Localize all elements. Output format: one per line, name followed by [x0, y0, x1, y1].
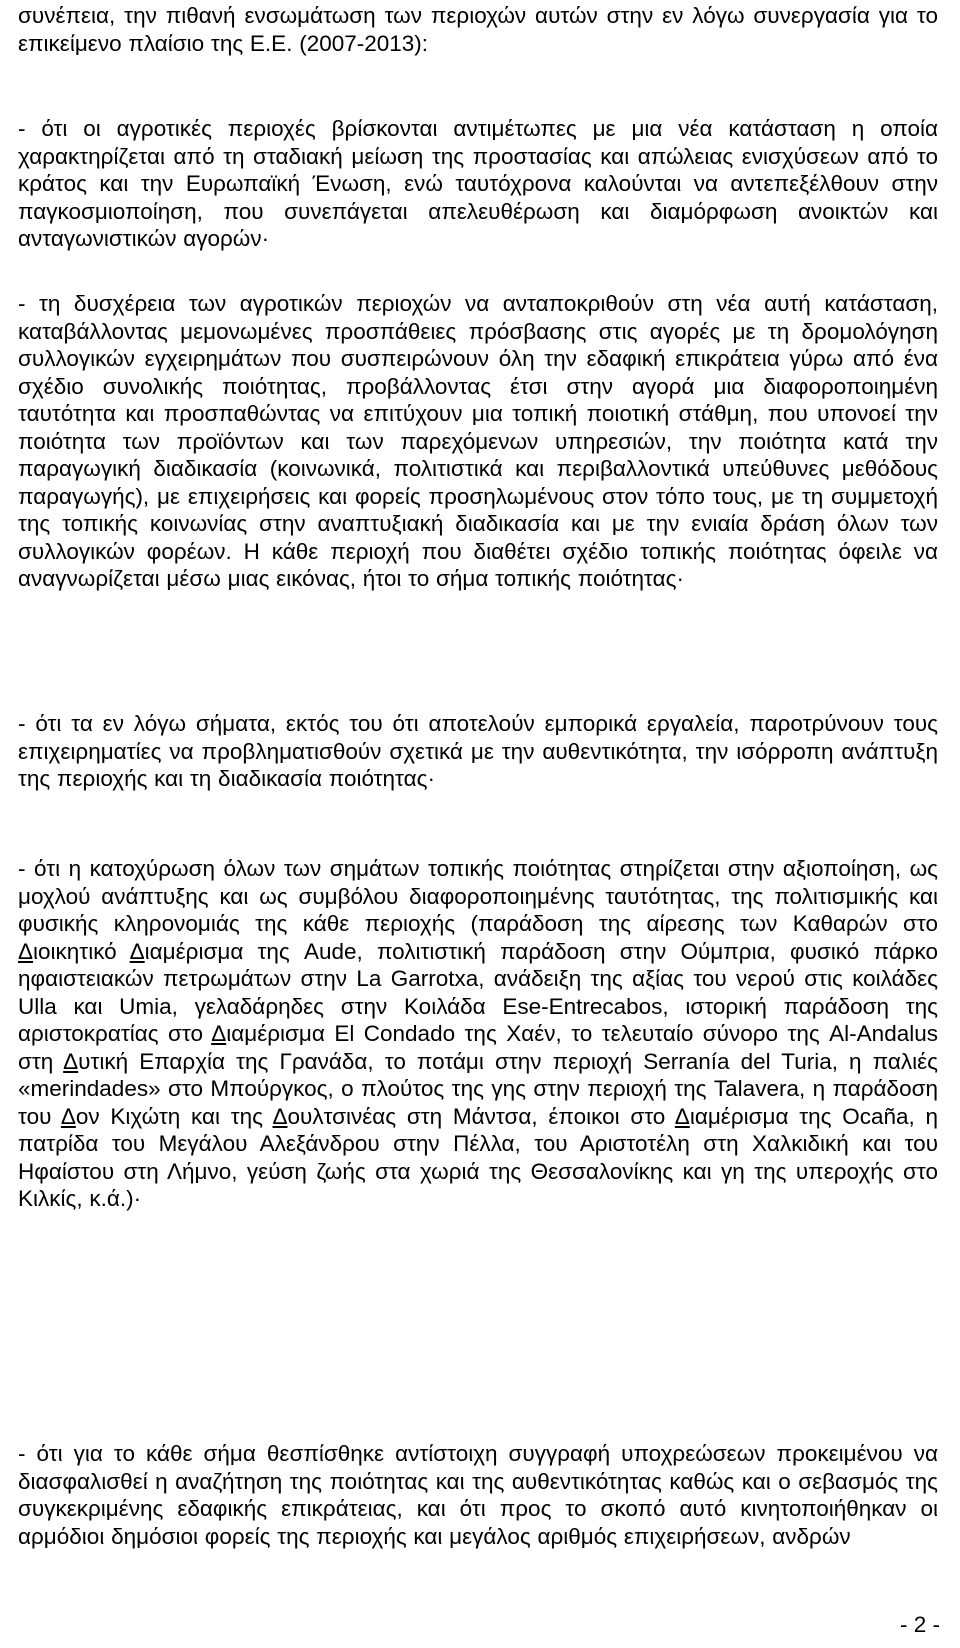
heritage-text-h: ιαμέρισμα της Ocaña, η πατρίδα του Μεγάλου Αλεξάνδρου στην Πέλλα, του Αριστοτέλη στη Χαλκιδική και του Ηφαίστου στη Λήμνο, γεύση ζωής στα χωριά της Θεσσαλονίκης και γη της υπεροχής στο Κιλκίς, κ.ά.)· — [18, 1103, 938, 1211]
heritage-text-d: ιαμέρισμα El Condado της Χαέν, το τελευταίο σύνορο της Al-Andalus στη — [18, 1021, 938, 1074]
underlined-letter: Δ — [18, 938, 34, 964]
underlined-letter: Δ — [211, 1021, 227, 1046]
heritage-text-b: ιοικητικό — [33, 938, 130, 964]
heritage-text-a: - ότι η κατοχύρωση όλων των σημάτων τοπικής ποιότητας στηρίζεται στην αξιοποίηση, ως μοχλού ανάπτυξης και ως συμβόλου διαφοροποιημένης ταυτότητας, της πολιτισμικής και φυσικής κληρονομιάς της κάθε περιοχής (παράδοση της αίρεσης των Καθαρών στο — [18, 856, 938, 936]
underlined-letter: Δ — [272, 1103, 288, 1129]
list-item-rural-areas: - ότι οι αγροτικές περιοχές βρίσκονται αντιμέτωπες με μια νέα κατάσταση η οποία χαρακτηρίζεται από τη σταδιακή μείωση της προστασίας και απώλειας ενισχύσεων από το κράτος και την Ευρωπαϊκή Ένωση, ενώ ταυτόχρονα καλούνται να αντεπεξέλθουν στην παγκοσμιοποίηση, που συνεπάγεται απελευθέρωση και διαμόρφωση ανοικτών και ανταγωνιστικών αγορών· — [18, 116, 938, 251]
heritage-text-f: ον Κιχώτη και της — [75, 1103, 273, 1129]
heritage-text-g: ουλτσινέας στη Μάντσα, έποικοι στο — [287, 1103, 675, 1129]
list-item-specifications: - ότι για το κάθε σήμα θεσπίσθηκε αντίστοιχη συγγραφή υποχρεώσεων προκειμένου να διασφαλισθεί η αναζήτηση της ποιότητας και της αυθεντικότητας καθώς και ο σεβασμός της συγκεκριμένης εδαφικής επικράτειας, και ότι προς το σκοπό αυτό κινητοποιήθηκαν οι αρμόδιοι δημόσιοι φορείς της περιοχής και μεγάλος αριθμός επιχειρήσεων, ανδρών — [18, 1441, 938, 1549]
heritage-text-e: υτική Επαρχία της Γρανάδα, το ποτάμι στην περιοχή Serranía del Turia, η παλιές «merindades» στο Μπούργκος, ο πλούτος της γης στην περιοχή της Talavera, η παράδοση του — [18, 1048, 938, 1129]
list-item-difficulty: - τη δυσχέρεια των αγροτικών περιοχών να ανταποκριθούν στη νέα αυτή κατάσταση, καταβάλλοντας μεμονωμένες προσπάθειες πρόσβασης στις αγορές με τη δρομολόγηση συλλογικών εγχειρημάτων που συσπειρώνουν όλη την εδαφική επικράτεια γύρω από ένα σχέδιο συνολικής ποιότητας, προβάλλοντας έτσι στην αγορά μια διαφοροποιημένη ταυτότητα και προσπαθώντας να επιτύχουν μια τοπική ποιοτική στάθμη, που υπονοεί την ποιότητα των προϊόντων και των παρεχόμενων υπηρεσιών, την ποιότητα κατά την παραγωγική διαδικασία (κοινωνικά, πολιτιστικά και περιβαλλοντικά υπεύθυνες μεθόδους παραγωγής), με επιχειρήσεις και φορείς προσηλωμένους στον τόπο τους, με τη συμμετοχή της τοπικής κοινωνίας στην αναπτυξιακή διαδικασία και με την ενιαία δράση όλων των συλλογικών φορέων. Η κάθε περιοχή που διαθέτει σχέδιο τοπικής ποιότητας όφειλε να αναγνωρίζεται μέσω μιας εικόνας, ήτοι το σήμα τοπικής ποιότητας· — [18, 291, 938, 591]
list-item-quality-marks: - ότι τα εν λόγω σήματα, εκτός του ότι αποτελούν εμπορικά εργαλεία, παροτρύνουν τους επιχειρηματίες να προβληματισθούν σχετικά με την αυθεντικότητα, την ισόρροπη ανάπτυξη της περιοχής και τη διαδικασία ποιότητας· — [18, 711, 938, 791]
intro-paragraph: συνέπεια, την πιθανή ενσωμάτωση των περιοχών αυτών στην εν λόγω συνεργασία για το επικείμενο πλαίσιο της Ε.Ε. (2007-2013): — [18, 3, 938, 56]
list-item-heritage — [18, 855, 938, 1213]
underlined-letter: Δ — [129, 938, 145, 964]
page-number: - 2 - — [899, 1612, 940, 1637]
underlined-letter: Δ — [674, 1103, 690, 1129]
heritage-text-c: ιαμέρισμα της Aude, πολιτιστική παράδοση στην Ούμπρια, φυσικό πάρκο ηφαιστειακών πετρωμάτων στην La Garrotxa, ανάδειξη της αξίας του νερού στις κοιλάδες Ulla και Umia, γελαδάρηδες στην Κοιλάδα Ese-Entrecabos, ιστορική παράδοση της αριστοκρατίας στο — [18, 938, 938, 1046]
underlined-letter: Δ — [63, 1048, 79, 1074]
underlined-letter: Δ — [60, 1103, 76, 1129]
